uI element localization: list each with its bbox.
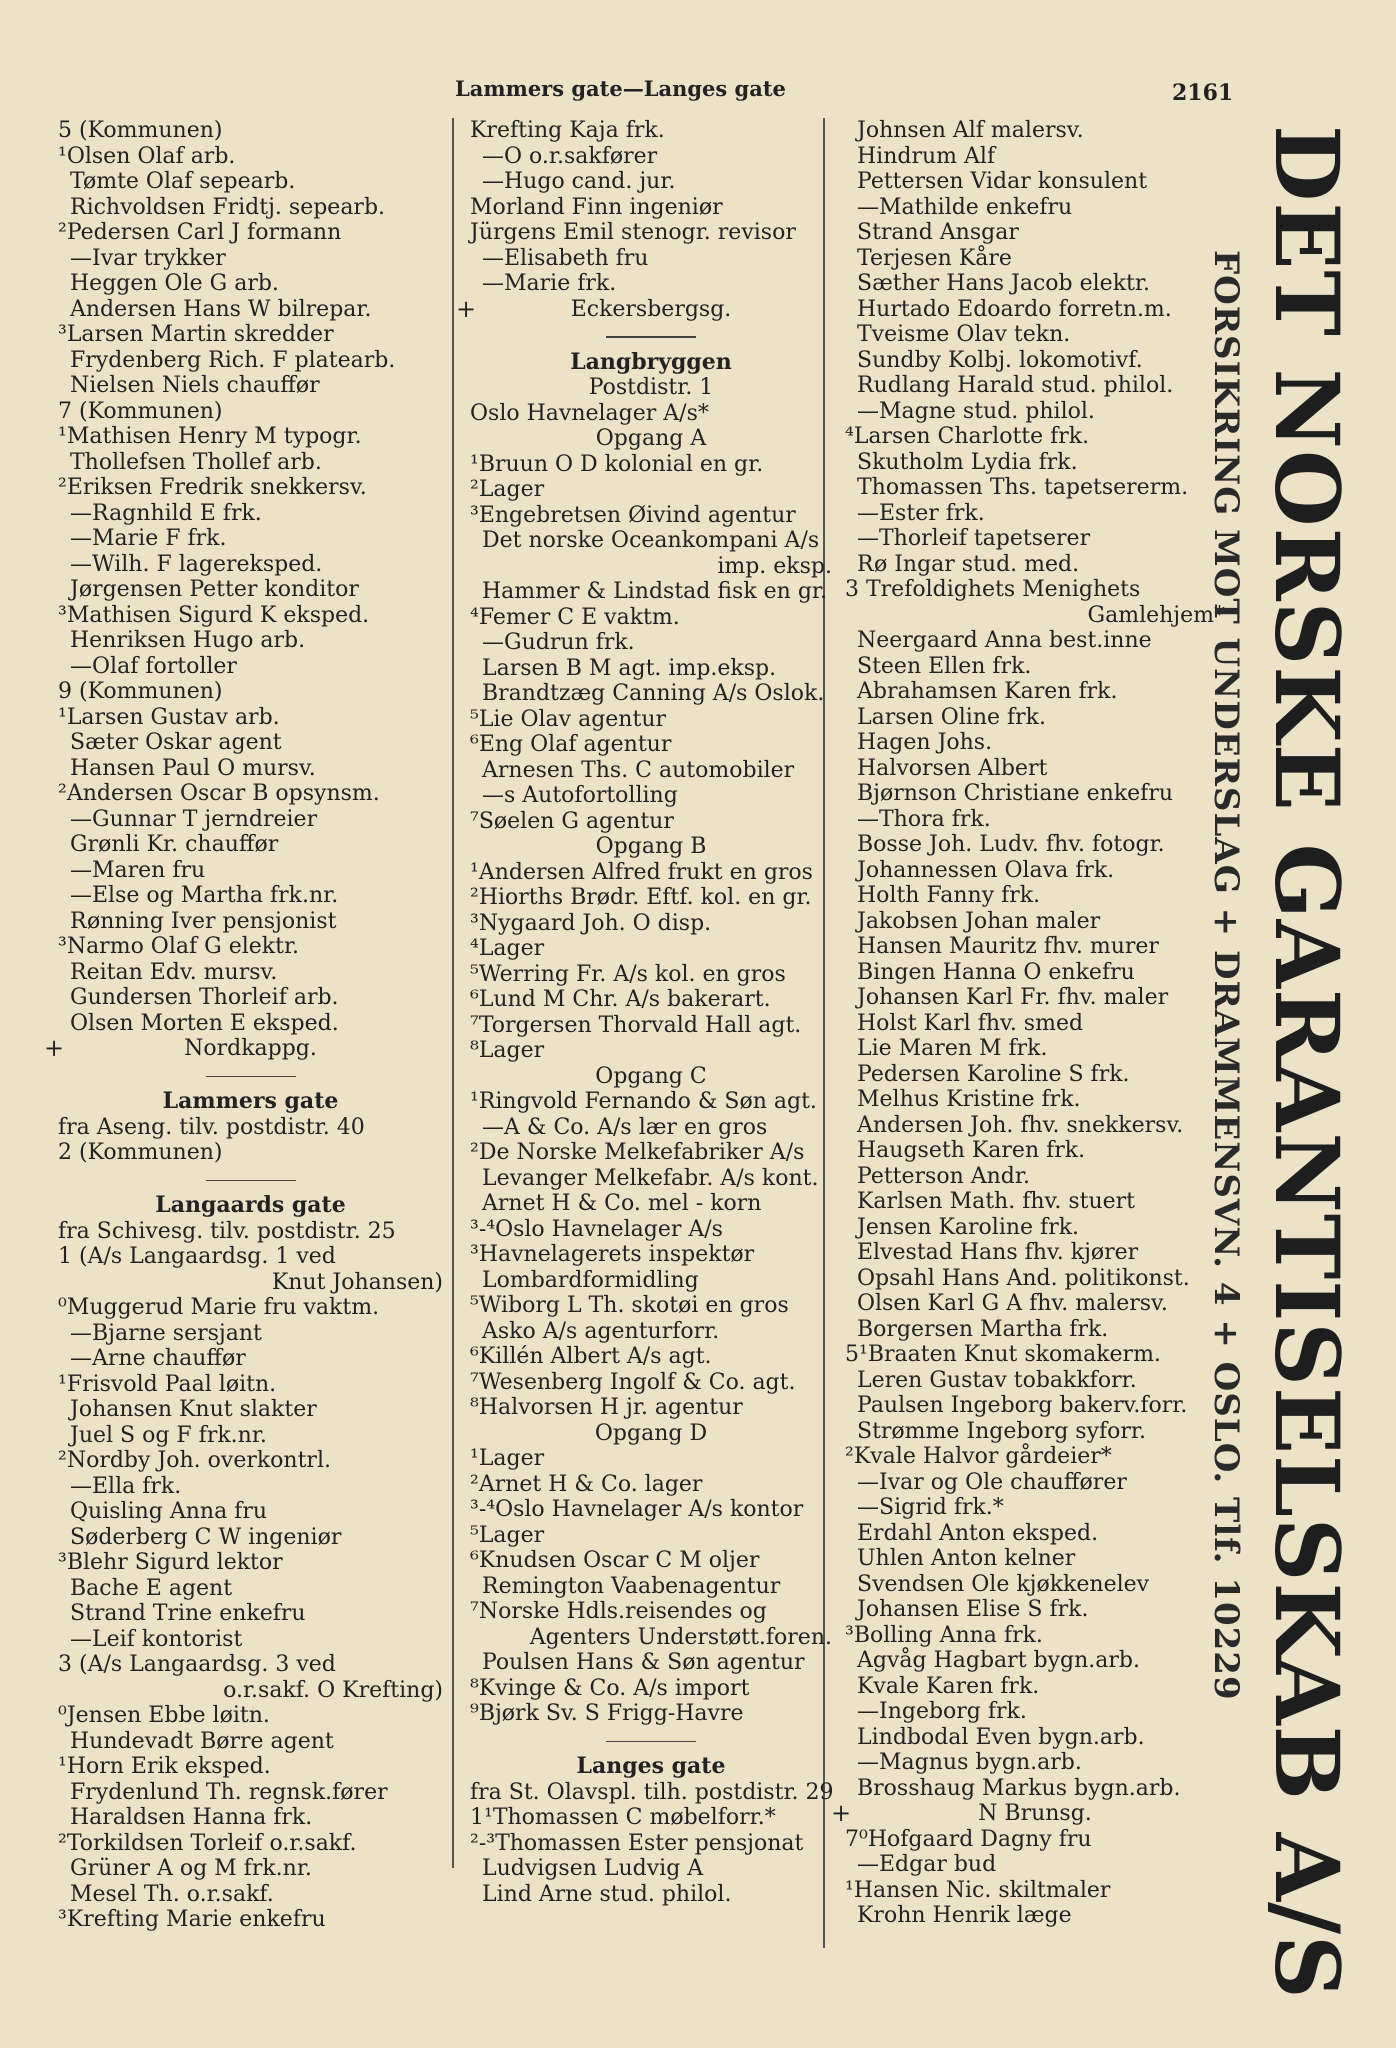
list-item: Gamlehjem*	[1087, 602, 1225, 628]
house-number: 3 (A/s Langaardsg. 3 ved	[58, 1652, 336, 1677]
list-item: ³-⁴Oslo Havnelager A/s	[470, 1216, 723, 1242]
list-item: ⁶Knudsen Oscar C M oljer	[470, 1548, 760, 1573]
house-number: 3 Trefoldighets Menighets	[845, 577, 1141, 602]
list-item: Heggen Ole G arb.	[70, 271, 279, 296]
list-item: —Wilh. F lagereksped.	[70, 551, 323, 577]
list-item: ³Engebretsen Øivind agentur	[470, 502, 796, 528]
list-item: Hansen Paul O mursv.	[70, 755, 316, 781]
postal-note: Postdistr. 1	[588, 375, 714, 400]
list-item: Agenters Understøtt.foren.	[529, 1624, 832, 1650]
list-item: Haugseth Karen frk.	[857, 1138, 1086, 1163]
list-item: Andersen Hans W bilrepar.	[70, 296, 372, 322]
list-item: ³-⁴Oslo Havnelager A/s kontor	[470, 1497, 804, 1522]
list-item: ²Torkildsen Torleif o.r.sakf.	[58, 1830, 357, 1856]
column-3	[831, 118, 1225, 1929]
list-item: 7⁰Hofgaard Dagny fru	[845, 1826, 1092, 1852]
list-item: Tømte Olaf sepearb.	[70, 169, 296, 194]
list-item: Bache E agent	[70, 1575, 233, 1601]
list-item: —Edgar bud	[857, 1852, 997, 1877]
list-item: Tveisme Olav tekn.	[857, 322, 1071, 347]
list-item: —Bjarne sersjant	[70, 1320, 262, 1346]
list-item: Krefting Kaja frk.	[470, 118, 665, 143]
list-item: ⁷Wesenberg Ingolf & Co. agt.	[470, 1369, 796, 1395]
list-item: ⁵Lie Olav agentur	[470, 706, 667, 732]
list-item: Paulsen Ingeborg bakerv.forr.	[857, 1393, 1188, 1418]
list-item: ¹Ringvold Fernando & Søn agt.	[470, 1089, 817, 1114]
list-item: ²Hiorths Brødr. Eftf. kol. en gr.	[470, 885, 812, 910]
list-item: —Marie frk.	[482, 271, 617, 296]
list-item: Frydenberg Rich. F platearb.	[70, 347, 396, 373]
list-item: Lie Maren M frk.	[857, 1036, 1048, 1061]
list-item: ²Arnet H & Co. lager	[470, 1471, 703, 1497]
postal-note: fra Schivesg. tilv. postdistr. 25	[58, 1218, 396, 1244]
list-item: ²Kvale Halvor gårdeier*	[845, 1444, 1112, 1469]
column-2	[456, 118, 834, 1907]
list-item: ⁵Lager	[470, 1522, 545, 1548]
list-item: Elvestad Hans fhv. kjører	[857, 1240, 1139, 1265]
list-item: —Thora frk.	[857, 806, 991, 832]
list-item: ⁸Kvinge & Co. A/s import	[470, 1675, 750, 1701]
list-item: Uhlen Anton kelner	[857, 1546, 1076, 1571]
list-item: ¹Horn Erik eksped.	[58, 1754, 271, 1779]
list-item: Oslo Havnelager A/s*	[470, 400, 709, 426]
column-1	[44, 118, 443, 1933]
list-item: Richvoldsen Fridtj. sepearb.	[70, 194, 386, 220]
entrance-heading: Opgang A	[595, 426, 707, 451]
list-item: ⁶Lund M Chr. A/s bakerart.	[470, 987, 771, 1012]
list-item: ⁵Wiborg L Th. skotøi en gros	[470, 1293, 789, 1318]
list-item: Quisling Anna fru	[70, 1499, 268, 1524]
list-item: Jakobsen Johan maler	[857, 908, 1101, 934]
list-item: ²Eriksen Fredrik snekkersv.	[58, 475, 367, 500]
separator	[606, 336, 696, 338]
list-item: —Sigrid frk.*	[857, 1495, 1004, 1520]
list-item: Krohn Henrik læge	[857, 1903, 1072, 1928]
street-heading: Langes gate	[576, 1753, 726, 1779]
list-item: —Ivar trykker	[70, 245, 226, 271]
list-item: Rønning Iver pensjonist	[70, 908, 337, 934]
list-item: Hagen Johs.	[857, 730, 993, 755]
list-item: Arnesen Ths. C automobiler	[482, 757, 795, 783]
house-number: 7 (Kommunen)	[58, 398, 223, 424]
list-item: Lombardformidling	[482, 1267, 699, 1293]
list-item: —Mathilde enkefru	[857, 194, 1073, 220]
list-item: Pedersen Karoline S frk.	[857, 1061, 1130, 1087]
list-item: Holth Fanny frk.	[857, 883, 1041, 908]
list-item: Bingen Hanna O enkefru	[857, 959, 1135, 985]
list-item: Jørgensen Petter konditor	[70, 577, 359, 602]
list-item: —Gudrun frk.	[482, 630, 635, 655]
list-item: Johannessen Olava frk.	[857, 857, 1115, 883]
list-item: —Gunnar T jerndreier	[70, 806, 318, 832]
list-item: Det norske Oceankompani A/s	[482, 528, 820, 553]
list-item: —Magne stud. philol.	[857, 398, 1095, 424]
list-item: 5¹Braaten Knut skomakerm.	[845, 1342, 1161, 1367]
list-item: ⁴Femer C E vaktm.	[470, 604, 680, 630]
list-item: ³Blehr Sigurd lektor	[58, 1550, 283, 1575]
list-item: Bosse Joh. Ludv. fhv. fotogr.	[857, 832, 1165, 857]
list-item: Arnet H & Co. mel - korn	[482, 1191, 762, 1216]
list-item: ¹Bruun O D kolonial en gr.	[470, 451, 764, 477]
cross-icon: +	[831, 1799, 852, 1827]
list-item: Pettersen Vidar konsulent	[857, 169, 1148, 194]
list-item: Nielsen Niels chauffør	[70, 373, 320, 398]
list-item: Sundby Kolbj. lokomotivf.	[857, 347, 1143, 373]
list-item: Søderberg C W ingeniør	[70, 1524, 342, 1550]
list-item: Hansen Mauritz fhv. murer	[857, 934, 1159, 959]
list-item: ³Krefting Marie enkefru	[58, 1907, 326, 1932]
list-item: ⁸Halvorsen H jr. agentur	[470, 1395, 743, 1420]
list-item: ¹Hansen Nic. skiltmaler	[845, 1877, 1111, 1903]
advertisement-company: DET NORSKE GARANTISELSKAB A/S	[1255, 125, 1359, 2000]
list-item: Larsen Oline frk.	[857, 704, 1046, 730]
list-item: ²De Norske Melkefabriker A/s	[470, 1140, 805, 1165]
list-item: Asko A/s agenturforr.	[482, 1318, 720, 1344]
entrance-heading: Opgang B	[595, 834, 707, 859]
list-item: Brosshaug Markus bygn.arb.	[857, 1775, 1181, 1801]
list-item: Opsahl Hans And. politikonst.	[857, 1265, 1190, 1291]
list-item: Henriksen Hugo arb.	[70, 628, 306, 653]
cross-street-label: Eckersbergsg.	[570, 296, 732, 322]
list-item: Johansen Karl Fr. fhv. maler	[857, 985, 1169, 1010]
list-item: Hundevadt Børre agent	[70, 1728, 334, 1754]
list-item: —Marie F frk.	[70, 526, 227, 551]
list-item: Karlsen Math. fhv. stuert	[857, 1189, 1136, 1214]
list-item: Erdahl Anton eksped.	[857, 1520, 1099, 1546]
list-item: ³Mathisen Sigurd K eksped.	[58, 602, 370, 628]
list-item: Morland Finn ingeniør	[470, 194, 723, 220]
list-item: ⁷Torgersen Thorvald Hall agt.	[470, 1012, 802, 1038]
entrance-heading: Opgang D	[594, 1420, 708, 1446]
advertisement-line: FORSIKRING MOT UNDERSLAG + DRAMMENSVN. 4 + OSLO. Tlf. 10229	[1206, 250, 1246, 1701]
list-item: Brandtzæg Canning A/s Oslok.	[482, 681, 825, 706]
list-item: Kvale Karen frk.	[857, 1673, 1040, 1699]
list-item: Hindrum Alf	[857, 143, 996, 169]
list-item: Larsen B M agt. imp.eksp.	[482, 655, 777, 681]
list-item: Hammer & Lindstad fisk en gr.	[482, 579, 827, 604]
list-item: Bjørnson Christiane enkefru	[857, 781, 1174, 806]
list-item: ²Pedersen Carl J formann	[58, 220, 342, 245]
list-item: ⁸Lager	[470, 1038, 545, 1063]
list-item: Jensen Karoline frk.	[857, 1214, 1080, 1240]
list-item: Johnsen Alf malersv.	[857, 118, 1084, 143]
list-item: ¹Larsen Gustav arb.	[58, 704, 280, 730]
list-item: Rudlang Harald stud. philol.	[857, 373, 1174, 398]
list-item: Svendsen Ole kjøkkenelev	[857, 1571, 1150, 1597]
list-item: ²Andersen Oscar B opsynsm.	[58, 781, 380, 806]
cross-icon: +	[456, 294, 477, 323]
list-item: Grüner A og M frk.nr.	[70, 1856, 312, 1881]
list-item: Rø Ingar stud. med.	[857, 551, 1080, 577]
list-item: Levanger Melkefabr. A/s kont.	[482, 1165, 819, 1191]
cross-icon: +	[44, 1034, 65, 1062]
house-number: 5 (Kommunen)	[58, 118, 223, 143]
list-item: Melhus Kristine frk.	[857, 1087, 1081, 1112]
list-item: Hurtado Edoardo forretn.m.	[857, 296, 1172, 322]
list-item: ²-³Thomassen Ester pensjonat	[470, 1830, 804, 1856]
list-item: ⁶Eng Olaf agentur	[470, 732, 672, 757]
postal-note: fra Aseng. tilv. postdistr. 40	[58, 1114, 365, 1140]
list-item: ⁵Werring Fr. A/s kol. en gros	[470, 961, 786, 987]
list-item: —Thorleif tapetserer	[857, 526, 1091, 551]
cross-street	[44, 1034, 443, 1062]
separator	[206, 1180, 296, 1182]
column-divider	[452, 118, 454, 1868]
list-item: Frydenlund Th. regnsk.fører	[70, 1779, 388, 1805]
list-item: ¹Lager	[470, 1446, 545, 1471]
list-item: Remington Vaabenagentur	[482, 1573, 781, 1599]
list-item: —Maren fru	[70, 857, 206, 883]
list-item: Gundersen Thorleif arb.	[70, 985, 339, 1010]
list-item: imp. eksp.	[717, 553, 832, 579]
house-number: 1¹Thomassen C møbelforr.*	[470, 1805, 776, 1830]
list-item: ⁷Norske Hdls.reisendes og	[470, 1599, 767, 1624]
list-item: Strand Ansgar	[857, 220, 1019, 245]
list-item: ³Narmo Olaf G elektr.	[58, 934, 300, 959]
cross-street-label: Nordkappg.	[184, 1036, 317, 1061]
list-item: ³Nygaard Joh. O disp.	[470, 910, 712, 936]
list-item: —Arne chauffør	[70, 1346, 246, 1371]
list-item: —Ivar og Ole chauffører	[857, 1469, 1127, 1495]
list-item: Lindbodal Even bygn.arb.	[857, 1724, 1145, 1750]
list-item: Thomassen Ths. tapetsererm.	[857, 475, 1189, 500]
cross-street	[831, 1799, 1225, 1827]
list-item: ⁷Søelen G agentur	[470, 808, 674, 834]
list-item: —Leif kontorist	[70, 1626, 243, 1652]
list-item: ¹Frisvold Paal løitn.	[58, 1371, 277, 1397]
separator	[606, 1741, 696, 1743]
list-item: Johansen Elise S frk.	[857, 1597, 1089, 1622]
list-item: Mesel Th. o.r.sakf.	[70, 1881, 274, 1907]
entrance-heading: Opgang C	[595, 1063, 707, 1089]
house-number: 2 (Kommunen)	[58, 1140, 223, 1165]
list-item: Neergaard Anna best.inne	[857, 628, 1152, 653]
list-item: Skutholm Lydia frk.	[857, 449, 1078, 475]
list-item: —Olaf fortoller	[70, 653, 237, 679]
list-item: Ludvigsen Ludvig A	[482, 1856, 704, 1881]
list-item: Olsen Karl G A fhv. malersv.	[857, 1291, 1168, 1316]
list-item: ⁰Muggerud Marie fru vaktm.	[58, 1295, 380, 1320]
list-item: ⁴Larsen Charlotte frk.	[845, 424, 1090, 449]
list-item: —Elisabeth fru	[482, 245, 649, 271]
list-item: ⁰Jensen Ebbe løitn.	[58, 1703, 270, 1728]
page-number: 2161	[1172, 80, 1234, 106]
list-item: —Ester frk.	[857, 500, 985, 526]
house-number: 1 (A/s Langaardsg. 1 ved	[58, 1244, 336, 1269]
list-item: —Ella frk.	[70, 1473, 182, 1499]
cross-street	[456, 294, 832, 323]
list-item: Strand Trine enkefru	[70, 1601, 306, 1626]
list-item: Leren Gustav tobakkforr.	[857, 1367, 1137, 1393]
list-item: ³Larsen Martin skredder	[58, 322, 334, 347]
list-item: ³Bolling Anna frk.	[845, 1622, 1043, 1648]
list-item: ¹Andersen Alfred frukt en gros	[470, 859, 813, 885]
postal-note: fra St. Olavspl. tilh. postdistr. 29	[470, 1779, 834, 1805]
list-item: ⁶Killén Albert A/s agt.	[470, 1344, 712, 1369]
list-item: —Else og Martha frk.nr.	[70, 883, 339, 908]
list-item: Andersen Joh. fhv. snekkersv.	[857, 1112, 1184, 1138]
street-heading: Langbryggen	[570, 348, 732, 375]
list-item: Abrahamsen Karen frk.	[857, 679, 1118, 704]
list-item: —s Autofortolling	[482, 783, 678, 808]
list-item: Borgersen Martha frk.	[857, 1316, 1109, 1342]
street-heading: Lammers gate	[162, 1088, 339, 1114]
list-item: ¹Olsen Olaf arb.	[58, 143, 236, 169]
list-item: Holst Karl fhv. smed	[857, 1010, 1084, 1036]
list-item: Olsen Morten E eksped.	[70, 1010, 339, 1036]
list-item: —Ingeborg frk.	[857, 1699, 1027, 1724]
list-item: Strømme Ingeborg syforr.	[857, 1418, 1147, 1444]
list-item: Sæter Oskar agent	[70, 730, 282, 755]
list-item: Steen Ellen frk.	[857, 653, 1032, 679]
list-item: Grønli Kr. chauffør	[70, 832, 279, 857]
list-item: Terjesen Kåre	[857, 245, 1012, 271]
list-item: ²Lager	[470, 477, 545, 502]
list-item: Thollefsen Thollef arb.	[70, 449, 322, 475]
list-item: Petterson Andr.	[857, 1163, 1030, 1189]
cross-street-label: N Brunsg.	[978, 1801, 1092, 1826]
list-item: ³Havnelagerets inspektør	[470, 1242, 755, 1267]
list-item: Agvåg Hagbart bygn.arb.	[857, 1648, 1140, 1673]
list-item: Juel S og F frk.nr.	[70, 1422, 267, 1448]
list-item: o.r.sakf. O Krefting)	[223, 1677, 443, 1703]
page-title: Lammers gate—Langes gate	[455, 76, 786, 101]
list-item: ⁹Bjørk Sv. S Frigg-Havre	[470, 1701, 744, 1726]
list-item: —Hugo cand. jur.	[482, 169, 676, 194]
list-item: —Magnus bygn.arb.	[857, 1750, 1082, 1775]
separator	[206, 1076, 296, 1078]
list-item: Johansen Knut slakter	[70, 1397, 317, 1422]
list-item: Halvorsen Albert	[857, 755, 1048, 781]
list-item: Lind Arne stud. philol.	[482, 1881, 732, 1907]
list-item: Haraldsen Hanna frk.	[70, 1805, 313, 1830]
list-item: Jürgens Emil stenogr. revisor	[470, 220, 796, 245]
list-item: ²Nordby Joh. overkontrl.	[58, 1448, 331, 1473]
list-item: Sæther Hans Jacob elektr.	[857, 271, 1150, 296]
list-item: Reitan Edv. mursv.	[70, 959, 278, 985]
list-item: —Ragnhild E frk.	[70, 500, 262, 526]
list-item: —A & Co. A/s lær en gros	[482, 1114, 768, 1140]
house-number: 9 (Kommunen)	[58, 679, 223, 704]
street-heading: Langaards gate	[155, 1192, 346, 1218]
list-item: —O o.r.sakfører	[482, 143, 658, 169]
list-item: Knut Johansen)	[271, 1269, 443, 1295]
list-item: ⁴Lager	[470, 936, 545, 961]
list-item: ¹Mathisen Henry M typogr.	[58, 424, 362, 449]
list-item: Poulsen Hans & Søn agentur	[482, 1650, 805, 1675]
